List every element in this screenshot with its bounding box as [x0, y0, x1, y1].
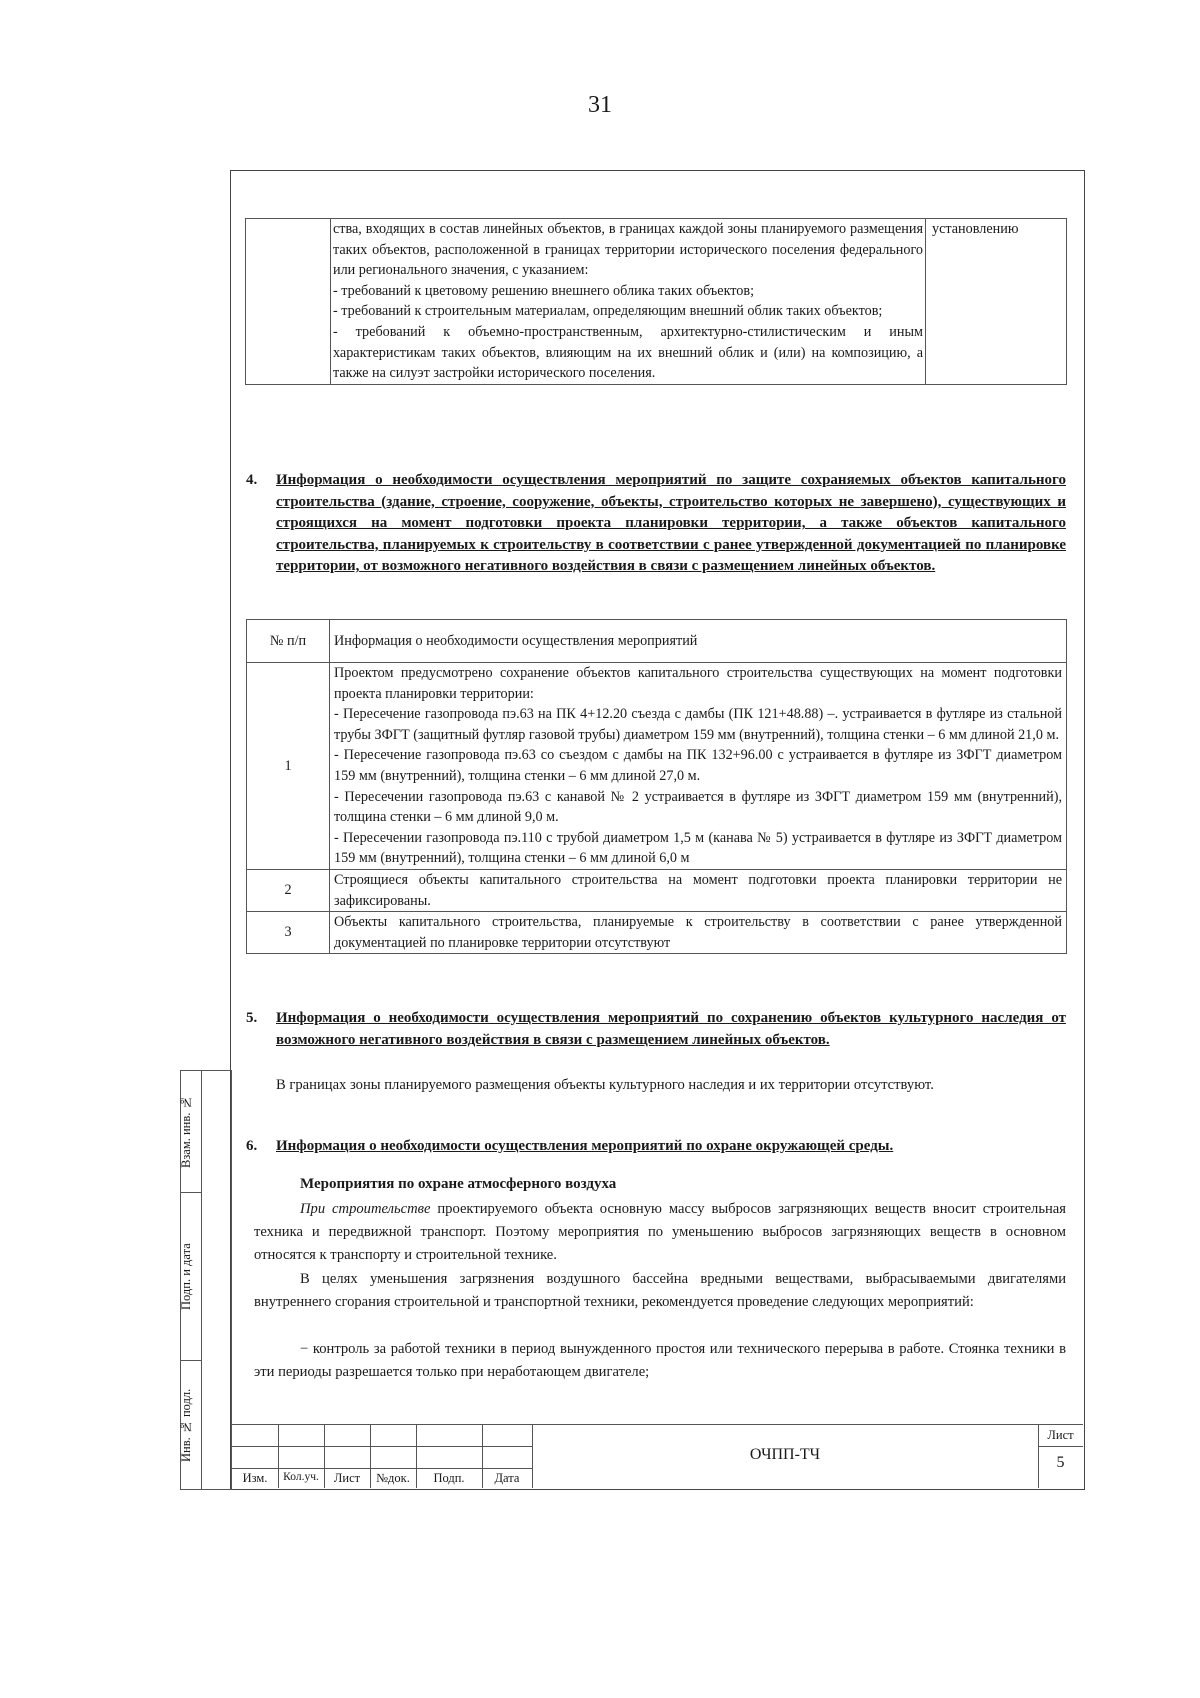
section-title: Информация о необходимости осуществления мероприятий по защите сохраняемых объектов капитального строительства (здание, строение, сооружение, объекты, строительство которых не завершено), существующих и строящихся на момент подготовки проекта планировки территории, а также объектов капитального строительства, планируемых к строительству в соответствии с ранее утвержденной документацией по планировке территории, от возможного негативного воздействия в связи с размещением линейных объектов.: [276, 472, 1066, 574]
requirements-table: [245, 218, 1067, 385]
stamp-col-label: Подп.: [433, 1471, 465, 1485]
section-6-heading: [246, 1136, 1066, 1158]
section-title: Информация о необходимости осуществления мероприятий по сохранению объектов культурного наследия от возможного негативного воздействия в связи с размещением линейных объектов.: [276, 1010, 1066, 1048]
row-number: 1: [247, 663, 330, 870]
table-row: [247, 912, 1067, 954]
page-number: 31: [588, 92, 612, 118]
info-line: - Пересечении газопровода пэ.110 с трубой диаметром 1,5 м (канава № 5) устраивается в футляре из ЗФГТ диаметром 159 мм (внутренний), толщина стенки – 6 мм длиной 6,0 м: [334, 829, 1062, 867]
column-header-info: Информация о необходимости осуществления мероприятий: [330, 620, 1067, 663]
measures-table: [246, 619, 1067, 954]
section-5-body: В границах зоны планируемого размещения объекты культурного наследия и их территории отсутствуют.: [276, 1077, 934, 1093]
info-line: Проектом предусмотрено сохранение объектов капитального строительства существующих на момент подготовки проекта планировки территории:: [334, 665, 1062, 702]
sheet-label: Лист: [1047, 1428, 1074, 1442]
stamp-col-label: Дата: [494, 1471, 520, 1485]
column-header-number: № п/п: [247, 620, 330, 663]
section-number: 6.: [246, 1138, 258, 1154]
row-number: 2: [247, 869, 330, 911]
info-line: - Пересечение газопровода пэ.63 со съездом с дамбы на ПК 132+96.00 с устраивается в футляре из ЗФГТ диаметром 159 мм (внутренний), толщина стенки – 6 мм длиной 27,0 м.: [334, 747, 1062, 784]
row-info: [330, 663, 1067, 870]
table-row: [247, 663, 1067, 870]
info-line: - Пересечении газопровода пэ.63 с канавой № 2 устраивается в футляре из ЗФГТ диаметром 159 мм (внутренний), толщина стенки – 6 мм длиной 9,0 м.: [334, 788, 1062, 826]
subheading: Мероприятия по охране атмосферного воздуха: [300, 1176, 617, 1192]
row-info: Строящиеся объекты капитального строительства на момент подготовки проекта планировки территории не зафиксированы.: [330, 869, 1067, 911]
requirement-item: - требований к строительным материалам, определяющим внешний облик таких объектов;: [333, 303, 883, 320]
status-cell: установлению: [926, 219, 1067, 385]
paragraph: [254, 1198, 1066, 1267]
stamp-col-label: Кол.уч.: [283, 1471, 319, 1483]
section-number: 4.: [246, 472, 258, 488]
paragraph-rest: проектируемого объекта основную массу выбросов загрязняющих веществ вносит строительная техника и передвижной транспорт. Поэтому мероприятия по уменьшению выбросов загрязняющих веществ в основном относятся к транспорту и строительной технике.: [254, 1201, 1066, 1263]
binding-sidebar: [180, 1070, 232, 1490]
stamp-col-label: №док.: [376, 1471, 410, 1485]
table-row: [246, 219, 1067, 385]
italic-lead: При строительстве: [300, 1201, 431, 1217]
sidebar-label: Подп. и дата: [179, 1243, 193, 1311]
requirements-intro: ства, входящих в состав линейных объектов, в границах каждой зоны планируемого размещения таких объектов, расположенной в границах территории исторического поселения федерального или регионального значения, с указанием:: [333, 221, 923, 279]
table-row: [247, 869, 1067, 911]
section-number: 5.: [246, 1010, 258, 1026]
requirements-text-cell: [331, 219, 926, 385]
sidebar-label: Инв. № подл.: [179, 1388, 193, 1462]
requirement-item: - требований к объемно-пространственным, архитектурно-стилистическим и иным характеристикам таких объектов, влияющим на их внешний облик и (или) на композицию, а также на силуэт застройки исторического поселения.: [333, 323, 923, 382]
row-info: Объекты капитального строительства, планируемые к строительству в соответствии с ранее утвержденной документацией по планировке территории отсутствуют: [330, 912, 1067, 954]
sidebar-label: Взам. инв. №: [179, 1095, 193, 1169]
stamp-col-label: Лист: [333, 1471, 361, 1485]
table-header-row: [247, 620, 1067, 663]
section-5-heading: [246, 1008, 1066, 1051]
requirement-item: - требований к цветовому решению внешнего облика таких объектов;: [333, 282, 755, 299]
info-line: - Пересечение газопровода пэ.63 на ПК 4+12.20 съезда с дамбы (ПК 121+48.88) –. устраивается в футляре из стальной трубы ЗФГТ (защитный футляр газовой трубы) диаметром 159 мм (внутренний), толщина стенки – 6 мм длиной 21,0 м.: [334, 706, 1062, 743]
document-code: ОЧПП-ТЧ: [749, 1446, 821, 1463]
row-number-cell: [246, 219, 331, 385]
stamp-col-label: Изм.: [242, 1471, 268, 1485]
row-number: 3: [247, 912, 330, 954]
paragraph: − контроль за работой техники в период вынужденного простоя или технического перерыва в работе. Стоянка техники в эти периоды разрешается только при неработающем двигателе;: [254, 1341, 1066, 1380]
title-block: [232, 1424, 1083, 1488]
section-4-heading: [246, 470, 1066, 578]
section-title: Информация о необходимости осуществления мероприятий по охране окружающей среды.: [276, 1138, 894, 1154]
sheet-number: 5: [1056, 1454, 1065, 1471]
paragraph: В целях уменьшения загрязнения воздушного бассейна вредными веществами, выбрасываемыми двигателями внутреннего сгорания строительной и транспортной техники, рекомендуется проведение следующих мероприятий:: [254, 1271, 1066, 1310]
